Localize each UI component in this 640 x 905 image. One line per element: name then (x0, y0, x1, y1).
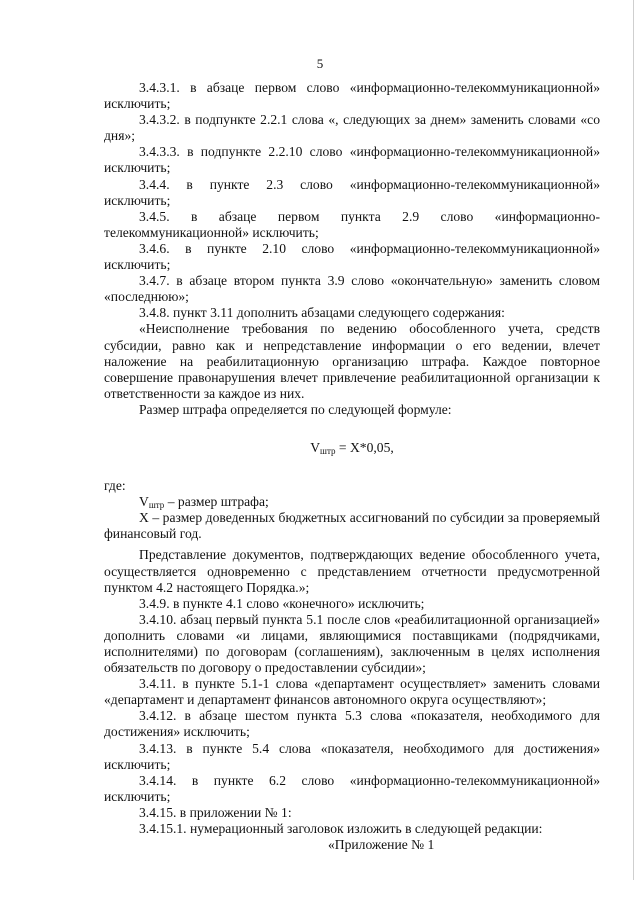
paragraph-3-4-10: 3.4.10. абзац первый пункта 5.1 после слов «реабилитационной организацией» дополнить словами «и лицами, являющимися поставщиками (подрядчиками, исполнителями) по договорам (соглашениям), заключенным в целях исполнения обязательств по договору о предоставлении субсидии»; (104, 611, 600, 676)
paragraph-3-4-14: 3.4.14. в пункте 6.2 слово «информационно-телекоммуникационной» исключить; (104, 772, 600, 804)
paragraph-3-4-8: 3.4.8. пункт 3.11 дополнить абзацами следующего содержания: (139, 305, 505, 321)
paragraph-3-4-5: 3.4.5. в абзаце первом пункта 2.9 слово «информационно-телекоммуникационной» исключить; (104, 208, 600, 240)
paragraph-3-4-13: 3.4.13. в пункте 5.4 слова «показателя, необходимого для достижения» исключить; (104, 740, 600, 772)
formula-expression: = X*0,05, (335, 439, 394, 455)
document-body (104, 80, 600, 853)
scan-edge-line (633, 0, 634, 880)
definition-v-subscript: штр (148, 500, 165, 511)
paragraph-3-4-9: 3.4.9. в пункте 4.1 слово «конечного» исключить; (139, 595, 425, 611)
paragraph-penalty-formula-intro: Размер штрафа определяется по следующей формуле: (139, 401, 452, 417)
page-number: 5 (316, 56, 324, 71)
paragraph-documents: Представление документов, подтверждающих ведение обособленного учета, осуществляется одновременно с представлением отчетности предусмотренной пунктом 4.2 настоящего Порядка.»; (104, 547, 600, 595)
paragraph-3-4-4: 3.4.4. в пункте 2.3 слово «информационно-телекоммуникационной» исключить; (104, 176, 600, 208)
formula-variable: V (310, 439, 321, 455)
formula-subscript: штр (320, 445, 336, 456)
paragraph-penalty-text: «Неисполнение требования по ведению обособленного учета, средств субсидии, равно как и непредставление информации о его ведении, влечет наложение на реабилитационную организацию штрафа. Каждое повторное совершение правонарушения влечет привлечение реабилитационной организации к ответственности за каждое из них. (104, 321, 600, 401)
definition-v-variable: V (139, 494, 149, 510)
definition-v-text: – размер штрафа; (164, 494, 269, 510)
where-label: где: (104, 478, 126, 494)
paragraph-3-4-15-1: 3.4.15.1. нумерационный заголовок изложить в следующей редакции: (139, 821, 543, 837)
paragraph-3-4-7: 3.4.7. в абзаце втором пункта 3.9 слово «окончательную» заменить словом «последнюю»; (104, 273, 600, 305)
paragraph-3-4-6: 3.4.6. в пункте 2.10 слово «информационно-телекоммуникационной» исключить; (104, 240, 600, 273)
definition-v (104, 494, 600, 510)
definition-x: X – размер доведенных бюджетных ассигнований по субсидии за проверяемый финансовый год. (104, 510, 600, 542)
penalty-formula (104, 440, 600, 456)
paragraph-3-4-11: 3.4.11. в пункте 5.1-1 слова «департамент осуществляет» заменить словами «департамент и департамент финансов автономного округа осуществляют»; (104, 676, 600, 708)
paragraph-3-4-3-1: 3.4.3.1. в абзаце первом слово «информационно-телекоммуникационной» исключить; (104, 80, 600, 112)
paragraph-3-4-12: 3.4.12. в абзаце шестом пункта 5.3 слова «показателя, необходимого для достижения» исключить; (104, 708, 600, 740)
paragraph-3-4-15: 3.4.15. в приложении № 1: (139, 804, 292, 820)
appendix-heading: «Приложение № 1 (328, 837, 435, 853)
paragraph-3-4-3-3: 3.4.3.3. в подпункте 2.2.10 слово «информационно-телекоммуникационной» исключить; (104, 144, 600, 176)
paragraph-3-4-3-2: 3.4.3.2. в подпункте 2.2.1 слова «, следующих за днем» заменить словами «со дня»; (104, 112, 600, 144)
